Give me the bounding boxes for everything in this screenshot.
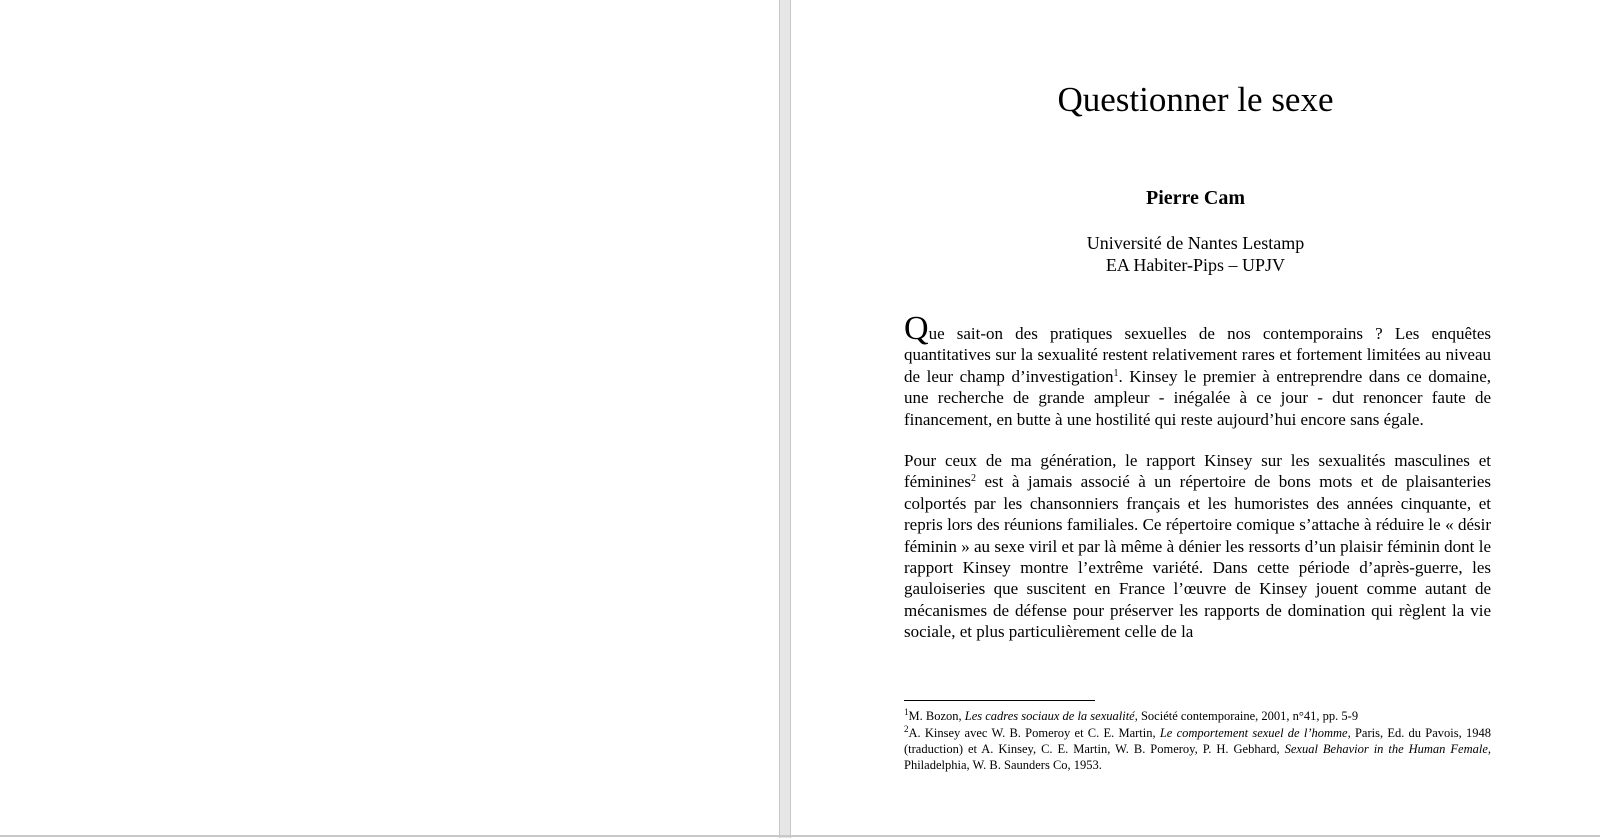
affiliation-line: EA Habiter-Pips – UPJV (1105, 255, 1286, 275)
paragraph (904, 450, 1491, 643)
body-text (904, 310, 1491, 663)
text: Philadelphia, W. B. Saunders Co, 1953. (904, 758, 1102, 772)
affiliation (791, 232, 1600, 276)
text: M. Bozon, (908, 709, 965, 723)
footnote-ref[interactable]: 1 (1113, 367, 1119, 379)
blank-left-page (0, 0, 779, 836)
footnote-ref[interactable]: 2 (971, 473, 977, 485)
text: A. Kinsey avec W. B. Pomeroy et C. E. Martin, (908, 726, 1160, 740)
paragraph (904, 310, 1491, 430)
affiliation-line: Université de Nantes Lestamp (1086, 233, 1305, 253)
viewer-bottom-edge (0, 835, 1600, 837)
footnotes (904, 708, 1491, 774)
text: Le comportement sexuel de l’homme (1159, 726, 1348, 740)
page-title: Questionner le sexe (1057, 80, 1334, 119)
text: . Kinsey le premier à entreprendre dans ce domaine, une recherche de grande ampleur - inégalée à ce jour - dut renoncer faute de financement, en butte à une hostilité qui reste aujourd’hui encore sans égale. (904, 366, 1491, 429)
text: Sexual Behavior in the Human Female, (1284, 742, 1492, 756)
footnote-number: 1 (904, 707, 909, 717)
footnote (904, 725, 1491, 773)
author-name: Pierre Cam (1145, 187, 1246, 209)
footnote (904, 708, 1491, 724)
text: , Paris, Ed. du Pavois, 1948 (traduction) et A. Kinsey, C. E. Martin, W. B. Pomeroy, P. H. Gebhard, (904, 726, 1491, 756)
footnote-separator (904, 700, 1095, 701)
document-page (791, 0, 1600, 836)
text: ue sait-on des pratiques sexuelles de nos contemporains ? Les enquêtes quantitatives sur la sexualité restent relativement rares et fortement limitées au niveau de leur champ d’investigation (904, 324, 1491, 386)
text: Les cadres sociaux de la sexualité (964, 709, 1135, 723)
text: , Société contemporaine, 2001, n°41, pp. 5-9 (1134, 709, 1359, 723)
page-gutter (779, 0, 791, 838)
footnote-number: 2 (904, 724, 909, 734)
text: est à jamais associé à un répertoire de bons mots et de plaisanteries colportés par les chansonniers français et les humoristes des années cinquante, et repris lors des réunions familiales. Ce répertoire comique s’attache à réduire le « désir féminin » au sexe viril et par là même à dénier les ressorts d’un plaisir féminin dont le rapport Kinsey montre l’extrême variété. Dans cette période d’après-guerre, les gauloiseries que suscitent en France l’œuvre de Kinsey jouent comme autant de mécanismes de défense pour préserver les rapports de domination qui règlent la vie sociale, et plus particulièrement celle de la (904, 472, 1491, 642)
text: Pour ceux de ma génération, le rapport Kinsey sur les sexualités masculines et féminines (904, 451, 1491, 492)
drop-cap: Q (904, 310, 929, 347)
